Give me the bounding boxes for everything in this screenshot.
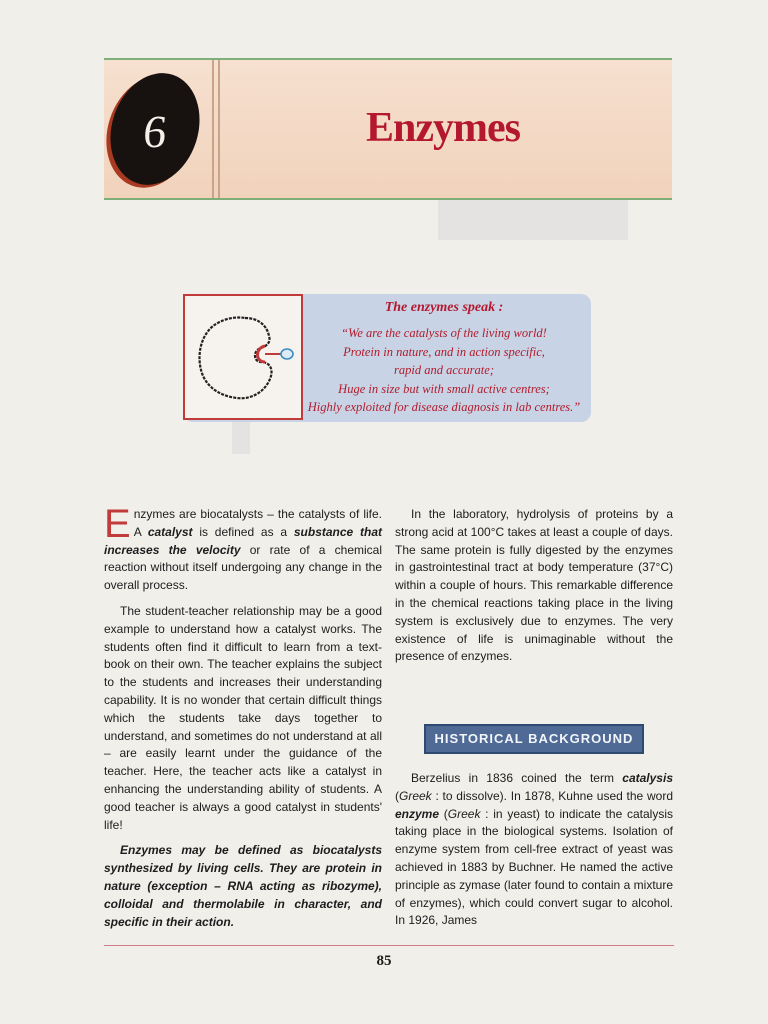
banner-divider bbox=[218, 60, 220, 198]
chapter-number: 6 bbox=[140, 106, 170, 157]
verse-line: Huge in size but with small active centres; bbox=[338, 381, 550, 396]
banner-divider bbox=[212, 60, 214, 198]
section-heading-historical-background: HISTORICAL BACKGROUND bbox=[424, 724, 644, 754]
footer-rule bbox=[104, 945, 674, 946]
verse-line: Highly exploited for disease diagnosis in lab centres.” bbox=[307, 400, 581, 414]
enzyme-outline bbox=[200, 317, 272, 398]
active-site-icon bbox=[258, 346, 266, 362]
analogy-paragraph: The student-teacher relationship may be a good example to understand how a catalyst works. The students often find it difficult to learn from a text-book on their own. The teacher explains the subject to the students and increases their understanding capability. It is no wonder that certain difficult things which the students take days together to understand, and sometimes do not understand at all – are easily learnt under the guidance of the teacher. Here, the teacher acts like a catalyst in enhancing the understanding ability of students. A good teacher is always a good catalyst in students' life! bbox=[104, 603, 382, 832]
show-through-shadow bbox=[232, 420, 250, 454]
enzyme-diagram bbox=[183, 294, 303, 420]
verse-line: Protein in nature, and in action specific, bbox=[343, 344, 545, 359]
substrate-icon bbox=[281, 349, 293, 359]
chapter-title: Enzymes bbox=[366, 105, 520, 151]
history-paragraph: Berzelius in 1836 coined the term catalysis (Greek : to dissolve). In 1878, Kuhne used the word enzyme (Greek : in yeast) to indicate the catalysis taking place in the biological systems. Isolation of enzyme system from cell-free extract of yeast was achieved in 1883 by Buchner. He named the active principle as zymase (later found to contain a mixture of enzymes), which could convert sugar to alcohol. In 1926, James bbox=[395, 771, 673, 928]
speak-box-verse bbox=[300, 324, 588, 417]
page-number: 85 bbox=[376, 953, 392, 969]
left-column bbox=[104, 502, 382, 939]
intro-paragraph: Enzymes are biocatalysts – the catalysts of life. A catalyst is defined as a substance that increases the velocity or rate of a chemical reaction without itself undergoing any change in the overall process. bbox=[104, 502, 382, 593]
verse-line: rapid and accurate; bbox=[394, 363, 494, 377]
verse-line: “We are the catalysts of the living world! bbox=[341, 326, 547, 340]
laboratory-paragraph: In the laboratory, hydrolysis of proteins by a strong acid at 100°C takes at least a couple of days. The same protein is fully digested by the enzymes in gastrointestinal tract at body temperature (37°C) within a couple of hours. This remarkable difference in the chemical reactions taking place in the living system is exclusively due to enzymes. The very existence of life is unimaginable without the presence of enzymes. bbox=[395, 507, 673, 664]
show-through-shadow bbox=[438, 196, 628, 240]
drop-cap: E bbox=[104, 502, 131, 546]
definition-paragraph: Enzymes may be defined as biocatalysts synthesized by living cells. They are protein in nature (exception – RNA acting as ribozyme), colloidal and thermolabile in character, and specific in their action. bbox=[104, 843, 382, 929]
enzyme-substrate-illustration bbox=[185, 296, 301, 418]
right-column bbox=[395, 506, 673, 674]
speak-box-title: The enzymes speak : bbox=[384, 300, 504, 315]
right-column-continued bbox=[395, 770, 673, 938]
